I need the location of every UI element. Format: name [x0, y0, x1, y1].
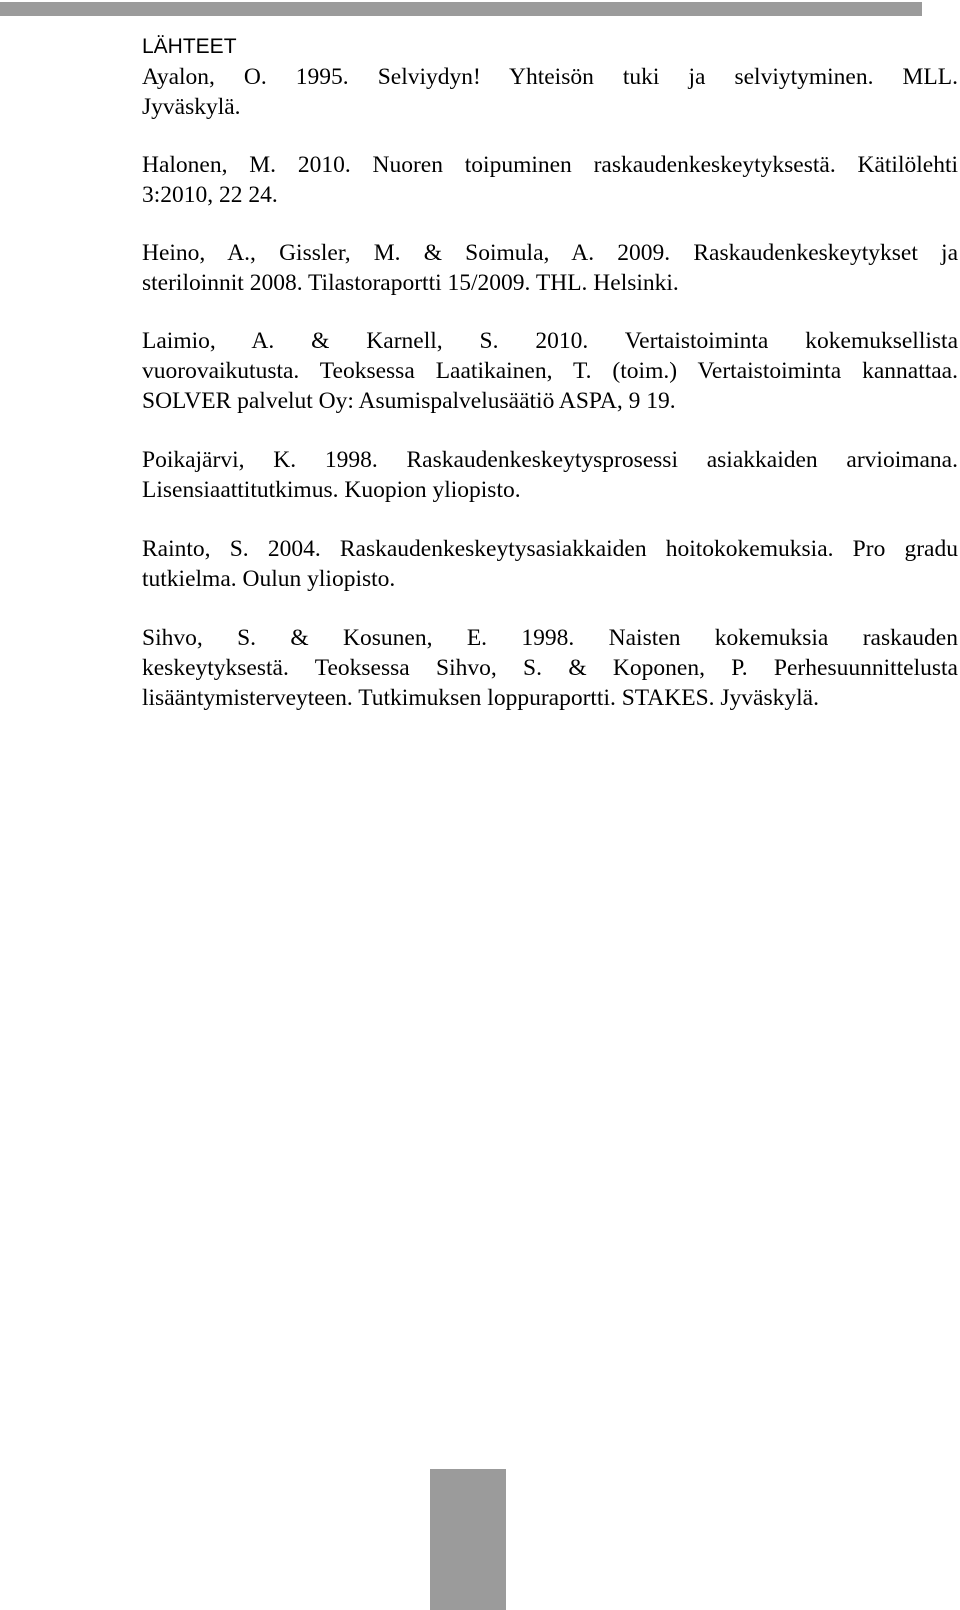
- reference-spacer: [142, 416, 958, 445]
- reference-line: Halonen, M. 2010. Nuoren toipuminen raskaudenkeskeytyksestä. Kätilölehti: [142, 152, 958, 178]
- reference-line: Jyväskylä.: [142, 94, 241, 120]
- reference-line: SOLVER palvelut Oy: Asumispalvelusäätiö ASPA, 9 19.: [142, 388, 676, 414]
- reference-line: Ayalon, O. 1995. Selviydyn! Yhteisön tuki ja selviytyminen. MLL.: [142, 64, 958, 90]
- reference-line: Rainto, S. 2004. Raskaudenkeskeytysasiakkaiden hoitokokemuksia. Pro gradu: [142, 536, 958, 562]
- reference-line: Heino, A., Gissler, M. & Soimula, A. 2009. Raskaudenkeskeytykset ja: [142, 240, 958, 266]
- reference-spacer: [142, 210, 958, 238]
- reference-line: vuorovaikutusta. Teoksessa Laatikainen, T. (toim.) Vertaistoiminta kannattaa.: [142, 358, 958, 384]
- page-heading: LÄHTEET: [142, 35, 237, 58]
- top-header-bar: [0, 2, 922, 16]
- references-page: [142, 30, 958, 713]
- reference-line: lisääntymisterveyteen. Tutkimuksen loppuraportti. STAKES. Jyväskylä.: [142, 685, 819, 711]
- reference-entry-ayalon: [142, 62, 958, 122]
- reference-line: Laimio, A. & Karnell, S. 2010. Vertaistoiminta kokemuksellista: [142, 328, 958, 354]
- reference-entry-poikajarvi: [142, 445, 958, 505]
- reference-spacer: [142, 505, 958, 534]
- reference-line: tutkielma. Oulun yliopisto.: [142, 566, 396, 592]
- reference-line: Poikajärvi, K. 1998. Raskaudenkeskeytysprosessi asiakkaiden arvioimana.: [142, 447, 958, 473]
- reference-line: Sihvo, S. & Kosunen, E. 1998. Naisten kokemuksia raskauden: [142, 625, 958, 651]
- reference-entry-sihvo: [142, 623, 958, 713]
- reference-spacer: [142, 594, 958, 623]
- reference-entry-halonen: [142, 150, 958, 210]
- reference-line: keskeytyksestä. Teoksessa Sihvo, S. & Koponen, P. Perhesuunnittelusta: [142, 655, 958, 681]
- reference-entry-rainto: [142, 534, 958, 594]
- reference-line: 3:2010, 22 24.: [142, 182, 278, 208]
- reference-spacer: [142, 298, 958, 326]
- reference-entry-laimio: [142, 326, 958, 416]
- reference-entry-heino: [142, 238, 958, 298]
- reference-spacer: [142, 122, 958, 150]
- reference-line: steriloinnit 2008. Tilastoraportti 15/2009. THL. Helsinki.: [142, 270, 679, 296]
- reference-line: Lisensiaattitutkimus. Kuopion yliopisto.: [142, 477, 521, 503]
- page-number-block: [430, 1469, 506, 1610]
